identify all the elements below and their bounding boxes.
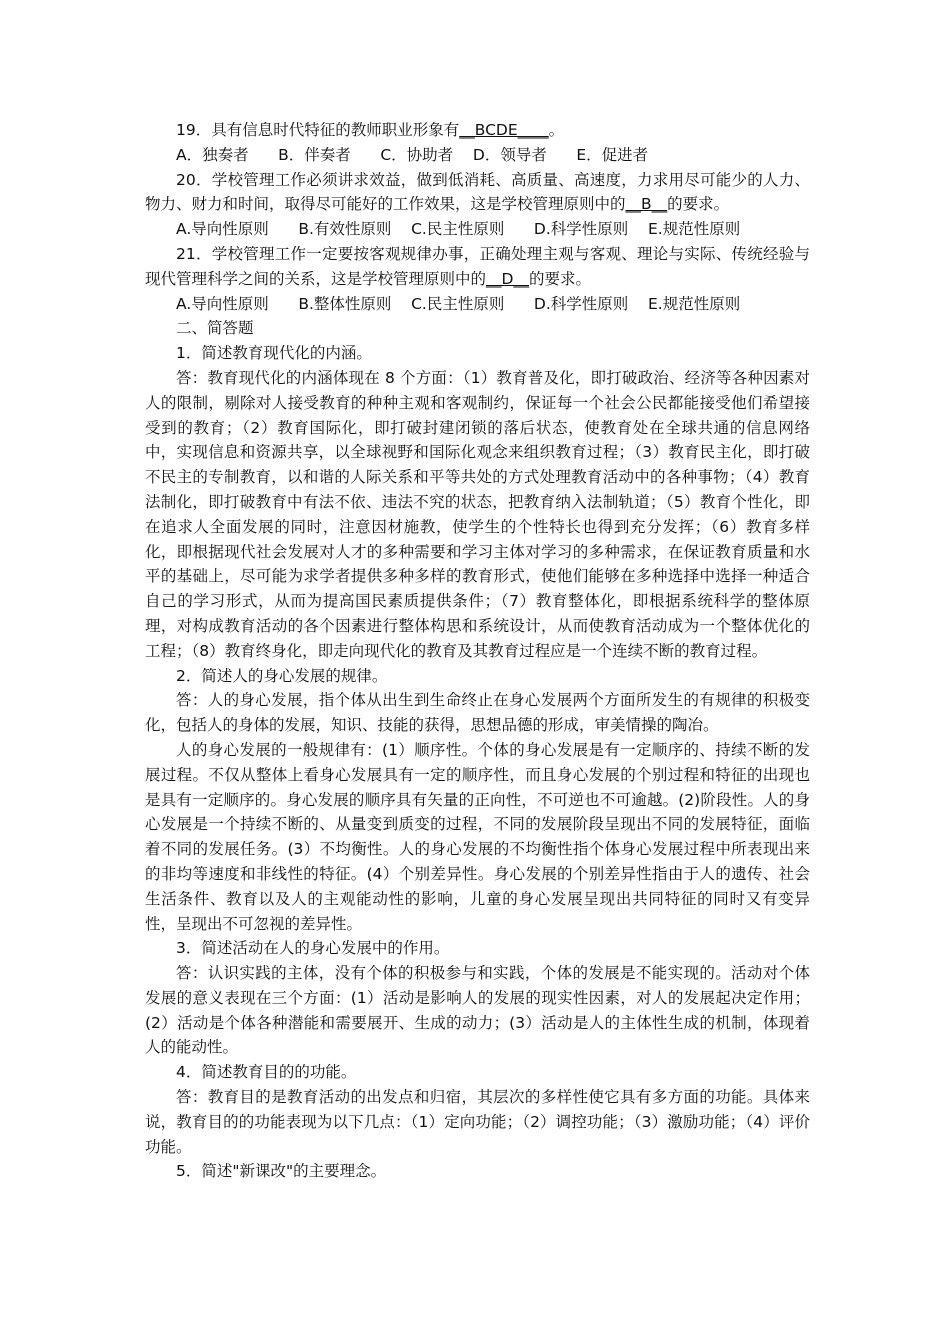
answer-blank: __D__ (486, 269, 529, 288)
answer-paragraph: 答：教育目的是教育活动的出发点和归宿，其层次的多样性使它具有多方面的功能。具体来说，教育目的的功能表现为以下几点：（1）定向功能；（2）调控功能；（3）激励功能；（4）评价功能。 (145, 1088, 810, 1156)
document-content (145, 118, 810, 1184)
short-question-5: 5．简述"新课改"的主要理念。 (176, 1162, 387, 1181)
short-question-1: 1．简述教育现代化的内涵。 (176, 344, 372, 363)
question-suffix: 的要求。 (528, 269, 591, 288)
question-21 (145, 242, 810, 292)
short-question-4: 4．简述教育目的的功能。 (176, 1063, 357, 1082)
question-stem: 21．学校管理工作一定要按客观规律办事，正确处理主观与客观、理论与实际、传统经验与现代管理科学之间的关系，这是学校管理原则中的 (145, 244, 810, 288)
answer-paragraph: 答：认识实践的主体，没有个体的积极参与和实践，个体的发展是不能实现的。活动对个体发展的意义表现在三个方面：(1）活动是影响人的发展的现实性因素，对人的发展起决定作用；(2）活动是个体各种潜能和需要展开、生成的动力；(3）活动是人的主体性生成的机制，体现着人的能动性。 (145, 964, 810, 1057)
question-20 (145, 168, 810, 218)
question-stem: 19．具有信息时代特征的教师职业形象有 (176, 121, 460, 139)
answer-blank: __B__ (625, 195, 668, 214)
question-suffix: 的要求。 (667, 195, 730, 214)
answer-paragraph: 人的身心发展的一般规律有：(1）顺序性。个体的身心发展是有一定顺序的、持续不断的发展过程。不仅从整体上看身心发展具有一定的顺序性，而且身心发展的个别过程和特征的出现也是具有一定顺序的。身心发展的顺序具有矢量的正向性，不可逆也不可逾越。(2)阶段性。人的身心发展是一个持续不断的、从量变到质变的过程，不同的发展阶段呈现出不同的发展特征，面临着不同的发展任务。(3）不均衡性。人的身心发展的不均衡性指个体身心发展过程中所表现出来的非均等速度和非线性的特征。(4）个别差异性。身心发展的个别差异性指由于人的遗传、社会生活条件、教育以及人的主观能动性的影响，儿童的身心发展呈现出共同特征的同时又有变异性，呈现出不可忽视的差异性。 (145, 740, 810, 933)
section-title: 二、简答题 (176, 319, 254, 338)
answer-paragraph: 答：教育现代化的内涵体现在 8 个方面：（1）教育普及化，即打破政治、经济等各种因素对人的限制，剔除对人接受教育的种种主观和客观制约，保证每一个社会公民都能接受他们希望接受到的教育；（2）教育国际化，即打破封建闭锁的落后状态，使教育处在全球共通的信息网络中，实现信息和资源共享，以全球视野和国际化观念来组织教育过程；（3）教育民主化，即打破不民主的专制教育，以和谐的人际关系和平等共处的方式处理教育活动中的各种事物；（4）教育法制化，即打破教育中有法不依、违法不究的状态，把教育纳入法制轨道；（5）教育个性化，即在追求人全面发展的同时，注意因材施教，使学生的个性特长也得到充分发挥；（6）教育多样化，即根据现代社会发展对人才的多种需要和学习主体对学习的多种需求，在保证教育质量和水平的基础上，尽可能为求学者提供多种多样的教育形式，使他们能够在多种选择中选择一种适合自己的学习形式，从而为提高国民素质提供条件；（7）教育整体化，即根据系统科学的整体原理，对构成教育活动的各个因素进行整体构思和系统设计，从而使教育活动成为一个整体优化的工程；（8）教育终身化，即走向现代化的教育及其教育过程应是一个连续不断的教育过程。 (145, 368, 810, 660)
short-question-3: 3．简述活动在人的身心发展中的作用。 (176, 939, 450, 958)
question-20-options: A.导向性原则 B.有效性原则 C.民主性原则 D.科学性原则 E.规范性原则 (176, 220, 741, 239)
question-19 (145, 118, 810, 143)
answer-blank: __BCDE____ (459, 121, 549, 139)
short-question-2: 2．简述人的身心发展的规律。 (176, 666, 388, 685)
question-19-options: A．独奏者 B．伴奏者 C．协助者 D．领导者 E．促进者 (176, 145, 649, 164)
question-21-options: A.导向性原则 B.整体性原则 C.民主性原则 D.科学性原则 E.规范性原则 (176, 294, 741, 313)
question-stem: 20．学校管理工作必须讲求效益，做到低消耗、高质量、高速度，力求用尽可能少的人力、物力、财力和时间，取得尽可能好的工作效果，这是学校管理原则中的 (145, 170, 810, 214)
question-suffix: 。 (548, 121, 565, 139)
answer-paragraph: 答：人的身心发展，指个体从出生到生命终止在身心发展两个方面所发生的有规律的积极变化，包括人的身体的发展，知识、技能的获得，思想品德的形成，审美情操的陶冶。 (145, 691, 810, 735)
